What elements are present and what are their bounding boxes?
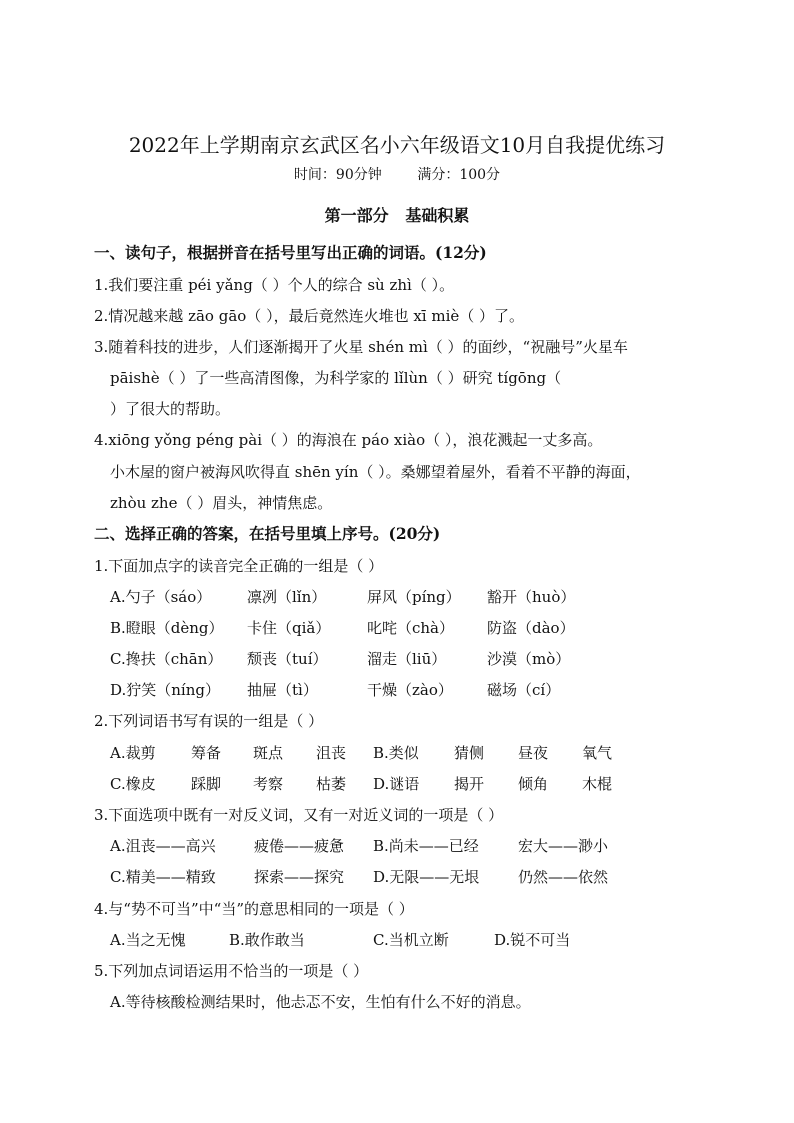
s1-line-6: 4.xiōng yǒng péng pài（ ）的海浪在 páo xiào（ ），浪花溅起一丈多高。 bbox=[94, 431, 603, 449]
q3-r1-c4: 宏大——渺小 bbox=[518, 837, 609, 855]
q2-r2-c3: 考察 bbox=[253, 775, 284, 793]
section2-heading: 二、选择正确的答案，在括号里填上序号。(20分) bbox=[94, 524, 441, 543]
q1-r3-c2: 颓丧（tuí） bbox=[247, 650, 328, 668]
s1-line-7: 小木屋的窗户被海风吹得直 shēn yín（ ）。桑娜望着屋外，看着不平静的海面， bbox=[110, 463, 641, 481]
q2-r1-c7: 昼夜 bbox=[518, 744, 549, 762]
exam-title: 2022年上学期南京玄武区名小六年级语文10月自我提优练习 bbox=[128, 133, 666, 157]
part-heading: 第一部分 基础积累 bbox=[324, 206, 470, 225]
q2-r1-c2: 筹备 bbox=[191, 744, 222, 762]
q1-r1-c3: 屏风（píng） bbox=[367, 588, 461, 606]
q2-stem: 2.下列词语书写有误的一组是（ ） bbox=[94, 712, 324, 730]
q1-r1-c2: 凛冽（lǐn） bbox=[247, 588, 327, 606]
s1-line-4: pāishè（ ）了一些高清图像，为科学家的 lǐlùn（ ）研究 tígōng（ bbox=[110, 369, 562, 387]
q1-r1-c4: 豁开（huò） bbox=[487, 588, 576, 606]
q3-r2-c2: 探索——探究 bbox=[254, 868, 345, 886]
s1-line-2: 2.情况越来越 zāo gāo（ ），最后竟然连火堆也 xī miè（ ）了。 bbox=[94, 307, 525, 325]
q1-r4-c4: 磁场（cí） bbox=[487, 681, 561, 699]
q2-r2-c8: 木棍 bbox=[582, 775, 613, 793]
q2-r1-c4: 沮丧 bbox=[316, 744, 347, 762]
q3-r2-c3: D.无限——无垠 bbox=[373, 868, 480, 886]
q4-opt-a: A.当之无愧 bbox=[110, 931, 186, 949]
q1-r2-c2: 卡住（qiǎ） bbox=[247, 619, 331, 637]
q2-r1-c3: 斑点 bbox=[253, 744, 284, 762]
q1-r3-c1: C.搀扶（chān） bbox=[110, 650, 223, 668]
s1-line-3: 3.随着科技的进步，人们逐渐揭开了火星 shén mì（ ）的面纱，“祝融号”火星车 bbox=[94, 338, 628, 356]
q5-opt-a: A.等待核酸检测结果时，他忐忑不安，生怕有什么不好的消息。 bbox=[110, 993, 531, 1011]
q4-opt-c: C.当机立断 bbox=[373, 931, 449, 949]
q3-r1-c3: B.尚未——已经 bbox=[373, 837, 479, 855]
exam-subtitle: 时间：90分钟 满分：100分 bbox=[293, 167, 501, 183]
q4-opt-b: B.敢作敢当 bbox=[229, 931, 305, 949]
q1-r2-c1: B.瞪眼（dèng） bbox=[110, 619, 224, 637]
q2-r1-c1: A.裁剪 bbox=[110, 744, 156, 762]
q1-r3-c3: 溜走（liū） bbox=[367, 650, 447, 668]
q3-r2-c1: C.精美——精致 bbox=[110, 868, 216, 886]
q3-stem: 3.下面选项中既有一对反义词，又有一对近义词的一项是（ ） bbox=[94, 806, 504, 824]
q3-r1-c1: A.沮丧——高兴 bbox=[110, 837, 216, 855]
q4-stem: 4.与“势不可当”中“当”的意思相同的一项是（ ） bbox=[94, 900, 414, 918]
q2-r2-c2: 踩脚 bbox=[191, 775, 222, 793]
q2-r2-c5: D.谜语 bbox=[373, 775, 420, 793]
q1-r2-c4: 防盗（dào） bbox=[487, 619, 575, 637]
q1-r2-c3: 叱咤（chà） bbox=[367, 619, 455, 637]
q1-r4-c3: 干燥（zào） bbox=[367, 681, 453, 699]
q2-r2-c1: C.橡皮 bbox=[110, 775, 156, 793]
q5-stem: 5.下列加点词语运用不恰当的一项是（ ） bbox=[94, 962, 369, 980]
q4-opt-d: D.锐不可当 bbox=[494, 931, 571, 949]
q1-r3-c4: 沙漠（mò） bbox=[487, 650, 571, 668]
q3-r2-c4: 仍然——依然 bbox=[518, 868, 609, 886]
q1-stem: 1.下面加点字的读音完全正确的一组是（ ） bbox=[94, 557, 384, 575]
q2-r2-c7: 倾角 bbox=[518, 775, 549, 793]
q2-r1-c8: 氧气 bbox=[582, 744, 613, 762]
s1-line-1: 1.我们要注重 péi yǎng（ ）个人的综合 sù zhì（ ）。 bbox=[94, 276, 455, 294]
q3-r1-c2: 疲倦——疲惫 bbox=[254, 837, 345, 855]
section1-heading: 一、读句子，根据拼音在括号里写出正确的词语。(12分) bbox=[94, 243, 487, 262]
q2-r2-c6: 揭开 bbox=[454, 775, 485, 793]
q2-r2-c4: 枯萎 bbox=[316, 775, 347, 793]
s1-line-5: ）了很大的帮助。 bbox=[110, 400, 231, 418]
q1-r4-c1: D.狞笑（níng） bbox=[110, 681, 220, 699]
q2-r1-c6: 猜侧 bbox=[454, 744, 485, 762]
q1-r1-c1: A.勺子（sáo） bbox=[110, 588, 212, 606]
q1-r4-c2: 抽屉（tì） bbox=[247, 681, 318, 699]
q2-r1-c5: B.类似 bbox=[373, 744, 419, 762]
s1-line-8: zhòu zhe（ ）眉头，神情焦虑。 bbox=[110, 494, 333, 512]
